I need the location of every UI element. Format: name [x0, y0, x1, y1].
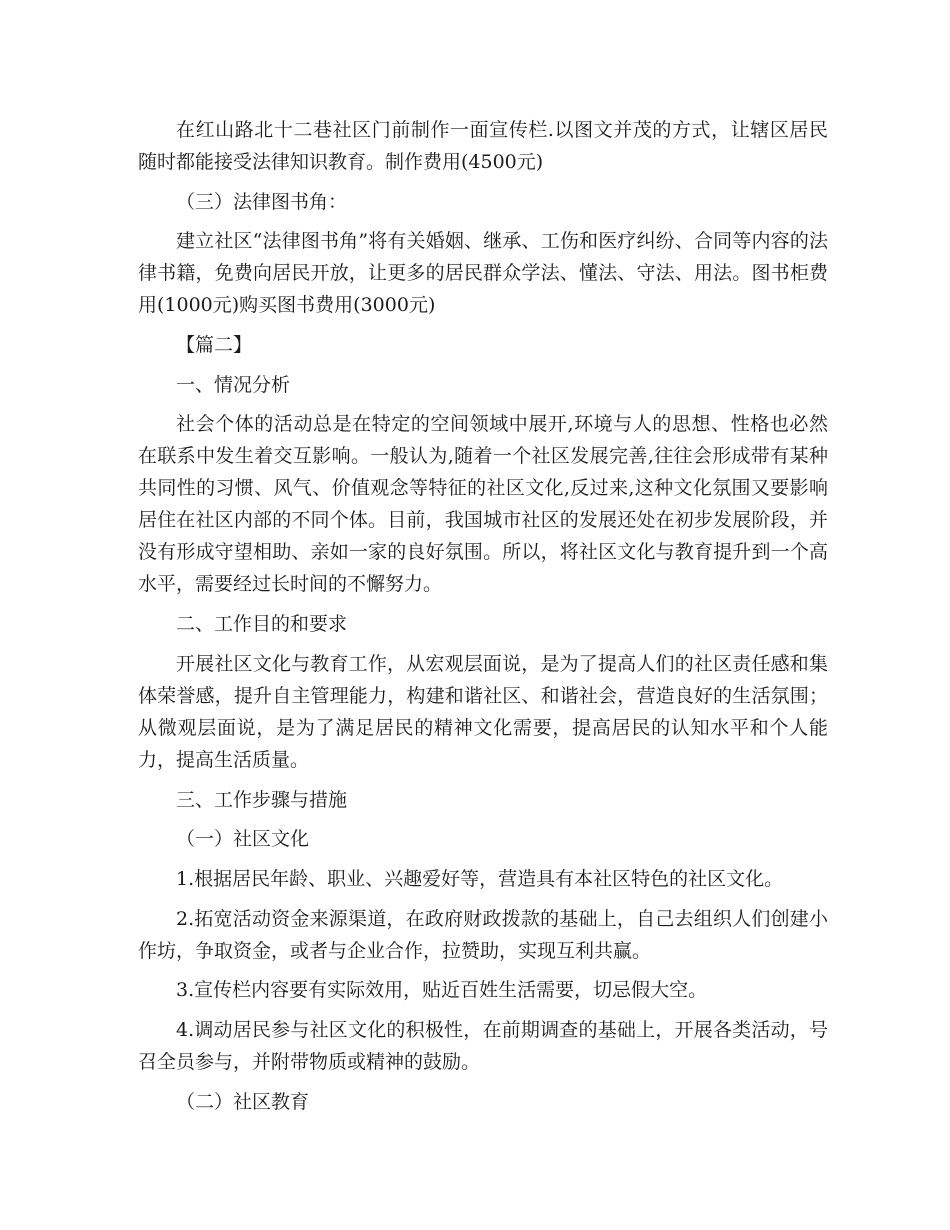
- list-item-2: 2.拓宽活动资金来源渠道，在政府财政拨款的基础上，自己去组织人们创建小作坊，争取资金，或者与企业合作，拉赞助，实现互利共赢。: [138, 907, 828, 962]
- paragraph-legal-book-corner: 建立社区“法律图书角”将有关婚姻、继承、工伤和医疗纠纷、合同等内容的法律书籍，免费向居民开放，让更多的居民群众学法、懂法、守法、用法。图书柜费用(1000元)购买图书费用(3000元): [138, 230, 828, 317]
- paragraph-goals-requirements: 开展社区文化与教育工作，从宏观层面说，是为了提高人们的社区责任感和集体荣誉感，提升自主管理能力，构建和谐社区、和谐社会，营造良好的生活氛围；从微观层面说，是为了满足居民的精神文化需要，提高居民的认知水平和个人能力，提高生活质量。: [138, 652, 828, 771]
- paragraph-situation-analysis: 社会个体的活动总是在特定的空间领域中展开,环境与人的思想、性格也必然在联系中发生着交互影响。一般认为,随着一个社区发展完善,往往会形成带有某种共同性的习惯、风气、价值观念等特征的社区文化,反过来,这种文化氛围又要影响居住在社区内部的不同个体。目前，我国城市社区的发展还处在初步发展阶段，并没有形成守望相助、亲如一家的良好氛围。所以，将社区文化与教育提升到一个高水平，需要经过长时间的不懈努力。: [138, 413, 828, 596]
- list-item-4: 4.调动居民参与社区文化的积极性，在前期调查的基础上，开展各类活动，号召全员参与，并附带物质或精神的鼓励。: [138, 1018, 828, 1073]
- heading-situation-analysis: 一、情况分析: [176, 373, 291, 396]
- list-item-3: 3.宣传栏内容要有实际效用，贴近百姓生活需要，切忌假大空。: [176, 979, 708, 1002]
- heading-goals-requirements: 二、工作目的和要求: [176, 613, 348, 636]
- heading-steps-measures: 三、工作步骤与措施: [176, 788, 348, 811]
- list-item-1: 1.根据居民年龄、职业、兴趣爱好等，营造具有本社区特色的社区文化。: [176, 867, 784, 890]
- paragraph-bulletin-board: 在红山路北十二巷社区门前制作一面宣传栏.以图文并茂的方式，让辖区居民随时都能接受法律知识教育。制作费用(4500元): [138, 119, 828, 173]
- heading-legal-book-corner: （三）法律图书角：: [176, 190, 348, 213]
- subheading-community-culture: （一）社区文化: [176, 828, 310, 851]
- section-title-part-two: 【篇二】: [176, 334, 253, 357]
- subheading-community-education: （二）社区教育: [176, 1090, 310, 1113]
- document-page: [138, 114, 828, 1125]
